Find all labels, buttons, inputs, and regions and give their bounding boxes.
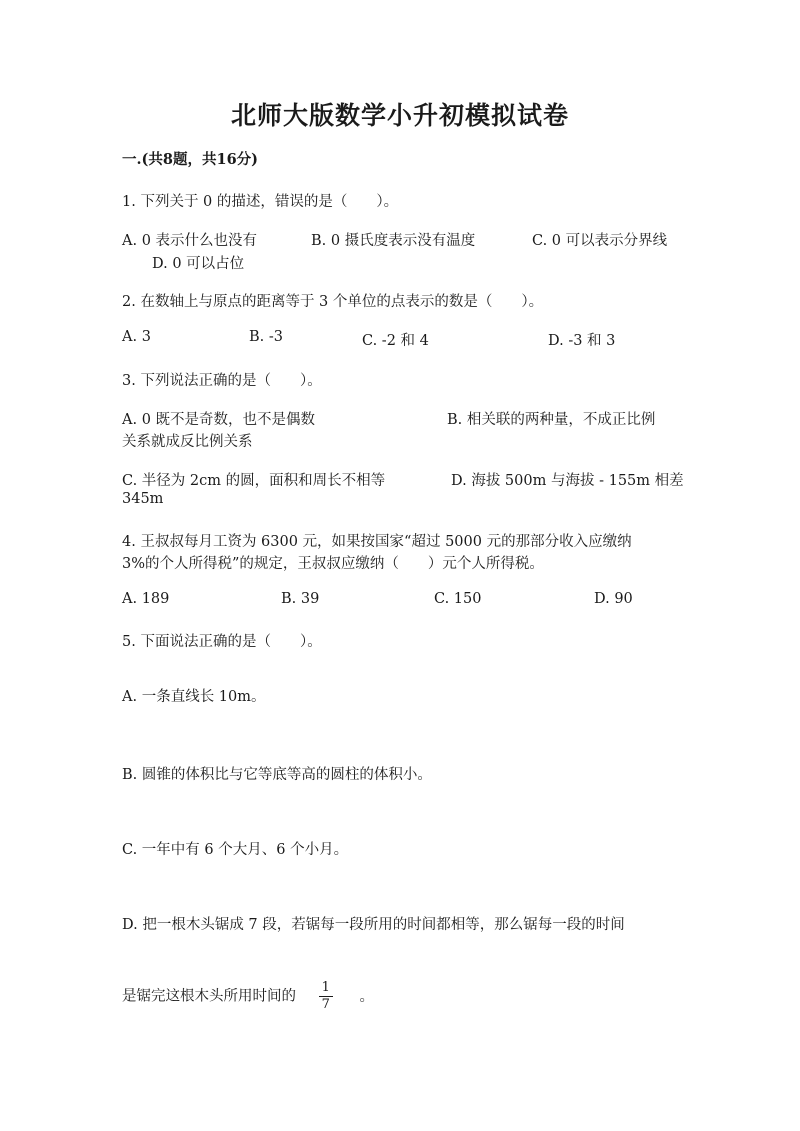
question-5-option-a: A. 一条直线长 10m。 (122, 689, 266, 705)
question-2-option-a: A. 3 (122, 329, 151, 345)
question-1-stem: 1. 下列关于 0 的描述，错误的是（ ）。 (122, 194, 399, 210)
question-2-option-c: C. -2 和 4 (362, 333, 429, 349)
question-4-stem-line-1: 4. 王叔叔每月工资为 6300 元，如果按国家“超过 5000 元的那部分收入应缴纳 (122, 534, 632, 550)
question-5-option-d-text: 是锯完这根木头所用时间的 (122, 988, 296, 1005)
question-1-option-c: C. 0 可以表示分界线 (532, 233, 668, 249)
question-5-option-d-continued (122, 980, 374, 1013)
fraction-denominator: 7 (321, 997, 330, 1012)
question-3-option-d: D. 海拔 500m 与海拔 - 155m 相差 (451, 473, 684, 489)
question-1-option-d: D. 0 可以占位 (152, 256, 245, 272)
question-4-stem-line-2: 3%的个人所得税”的规定，王叔叔应缴纳（ ）元个人所得税。 (122, 556, 544, 572)
question-1-option-b: B. 0 摄氏度表示没有温度 (311, 233, 476, 249)
section-heading: 一.(共8题，共16分) (122, 151, 259, 168)
question-4-option-c: C. 150 (434, 591, 482, 607)
question-4-option-d: D. 90 (594, 591, 633, 607)
page-title: 北师大版数学小升初模拟试卷 (230, 101, 569, 130)
question-1-option-a: A. 0 表示什么也没有 (122, 233, 258, 249)
question-3-option-b: B. 相关联的两种量，不成正比例 (447, 412, 656, 428)
question-5-stem: 5. 下面说法正确的是（ ）。 (122, 634, 322, 650)
question-3-option-a: A. 0 既不是奇数，也不是偶数 (122, 412, 316, 428)
question-3-option-c: C. 半径为 2cm 的圆，面积和周长不相等 (122, 473, 386, 489)
question-3-option-b-continued: 关系就成反比例关系 (122, 434, 253, 450)
question-4-option-b: B. 39 (281, 591, 320, 607)
question-2-option-b: B. -3 (249, 329, 283, 345)
question-5-option-b: B. 圆锥的体积比与它等底等高的圆柱的体积小。 (122, 767, 432, 783)
fraction-one-seventh (319, 980, 333, 1013)
question-5-option-c: C. 一年中有 6 个大月、6 个小月。 (122, 842, 349, 858)
question-2-stem: 2. 在数轴上与原点的距离等于 3 个单位的点表示的数是（ ）。 (122, 294, 544, 310)
question-3-option-d-continued: 345m (122, 491, 164, 507)
fraction-numerator: 1 (319, 980, 333, 997)
question-3-stem: 3. 下列说法正确的是（ ）。 (122, 373, 322, 389)
question-5-end-mark: 。 (359, 988, 374, 1005)
question-5-option-d: D. 把一根木头锯成 7 段，若锯每一段所用的时间都相等，那么锯每一段的时间 (122, 917, 625, 933)
question-4-option-a: A. 189 (122, 591, 170, 607)
question-2-option-d: D. -3 和 3 (548, 333, 616, 349)
